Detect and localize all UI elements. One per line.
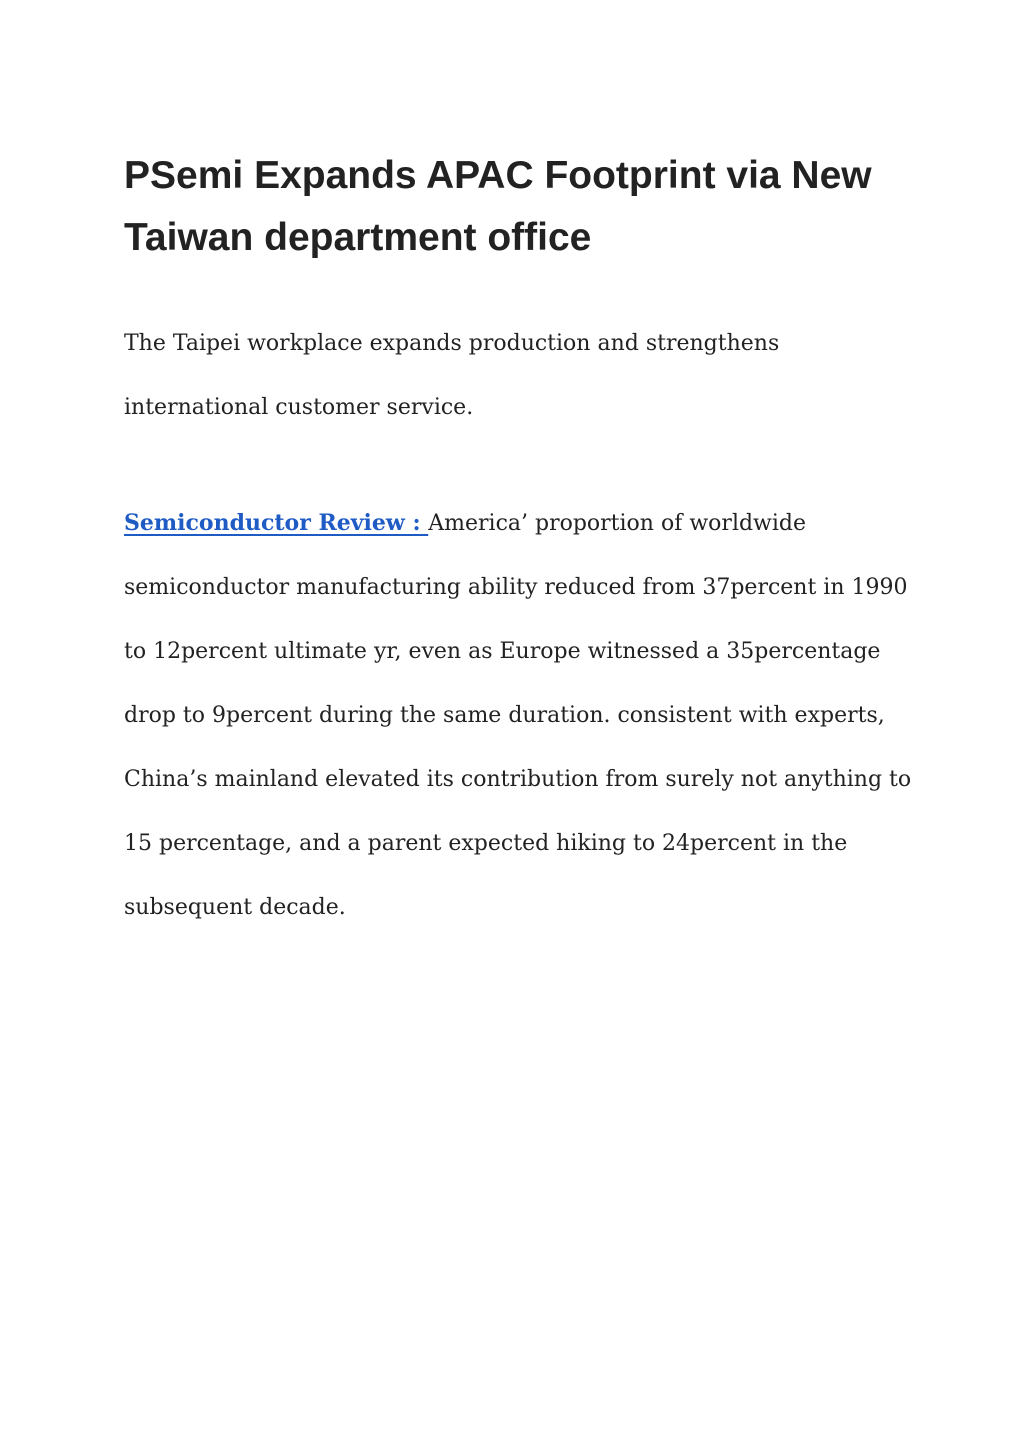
article-body-paragraph	[124, 491, 914, 940]
article-body-text: America’ proportion of worldwide semiconductor manufacturing ability reduced from 37percent in 1990 to 12percent ultimate yr, even as Europe witnessed a 35percentage drop to 9percent during the same duration. consistent with experts, China’s mainland elevated its contribution from surely not anything to 15 percentage, and a parent expected hiking to 24percent in the subsequent decade.	[124, 511, 912, 920]
article-subtitle: The Taipei workplace expands production and strengthens international customer service.	[124, 331, 780, 420]
source-link[interactable]: Semiconductor Review :	[124, 510, 429, 536]
article-content	[124, 145, 914, 940]
article-title: PSemi Expands APAC Footprint via New Taiwan department office	[124, 154, 872, 259]
